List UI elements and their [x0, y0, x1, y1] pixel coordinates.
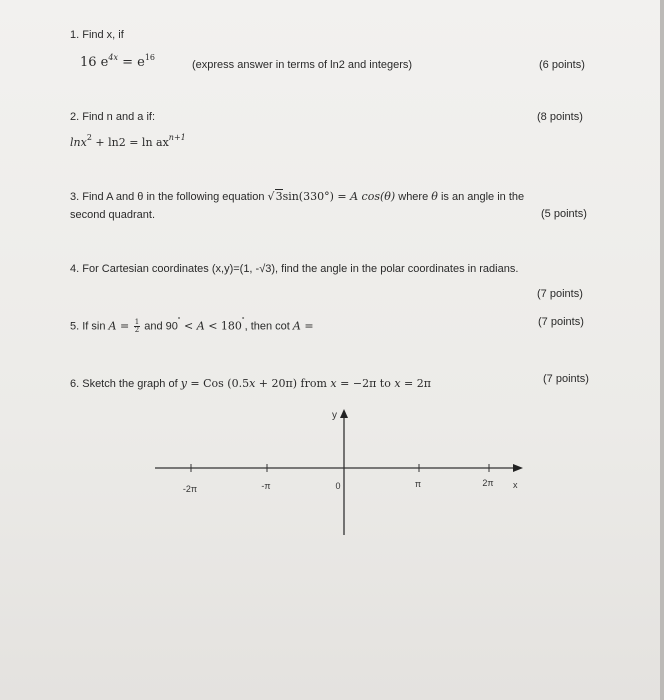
tick-label-2pi: 2π: [482, 478, 494, 488]
page-edge: [660, 0, 664, 700]
q4-prompt: 4. For Cartesian coordinates (x,y)=(1, -√3), find the angle in the polar coordinates in radians.: [70, 263, 519, 275]
q3-points: (5 points): [541, 208, 587, 220]
q5-points: (7 points): [538, 316, 584, 328]
q3-line2: second quadrant.: [70, 209, 156, 221]
q5-prompt: 5. If sin A = $\frac{1}{2}$ and 90˚ < A < 180˚, then cot A =: [70, 316, 314, 334]
q3-line1: 3. Find A and θ in the following equation √3sin(330°) = A cos(θ) where θ is an angle in the: [70, 190, 525, 203]
q1-prompt: 1. Find x, if: [70, 29, 124, 41]
tick-label-pi: π: [414, 479, 422, 489]
tick-label-neg-2pi: -2π: [182, 484, 198, 494]
y-axis-label: y: [332, 410, 337, 421]
q1-points: (6 points): [539, 59, 585, 71]
tick-label-neg-pi: -π: [261, 481, 271, 491]
y-axis-arrow: [340, 409, 348, 418]
x-axis-label: x: [513, 480, 518, 490]
q1-equation: 16 $e^{4x} = e^{16}$: [80, 53, 156, 70]
x-axis-arrow: [513, 464, 523, 472]
q4-points: (7 points): [537, 288, 583, 300]
q1-note: (express answer in terms of ln2 and integers): [192, 59, 413, 71]
q2-equation: $\ln x^2 + \ln 2 = \ln ax^{n+1}$: [70, 133, 186, 149]
tick-label-zero: 0: [335, 481, 341, 491]
q6-points: (7 points): [543, 373, 589, 385]
q2-prompt: 2. Find n and a if:: [70, 111, 155, 123]
q2-points: (8 points): [537, 111, 583, 123]
q6-prompt: 6. Sketch the graph of y = Cos (0.5x + 20π) from x = −2π to x = 2π: [70, 377, 432, 390]
